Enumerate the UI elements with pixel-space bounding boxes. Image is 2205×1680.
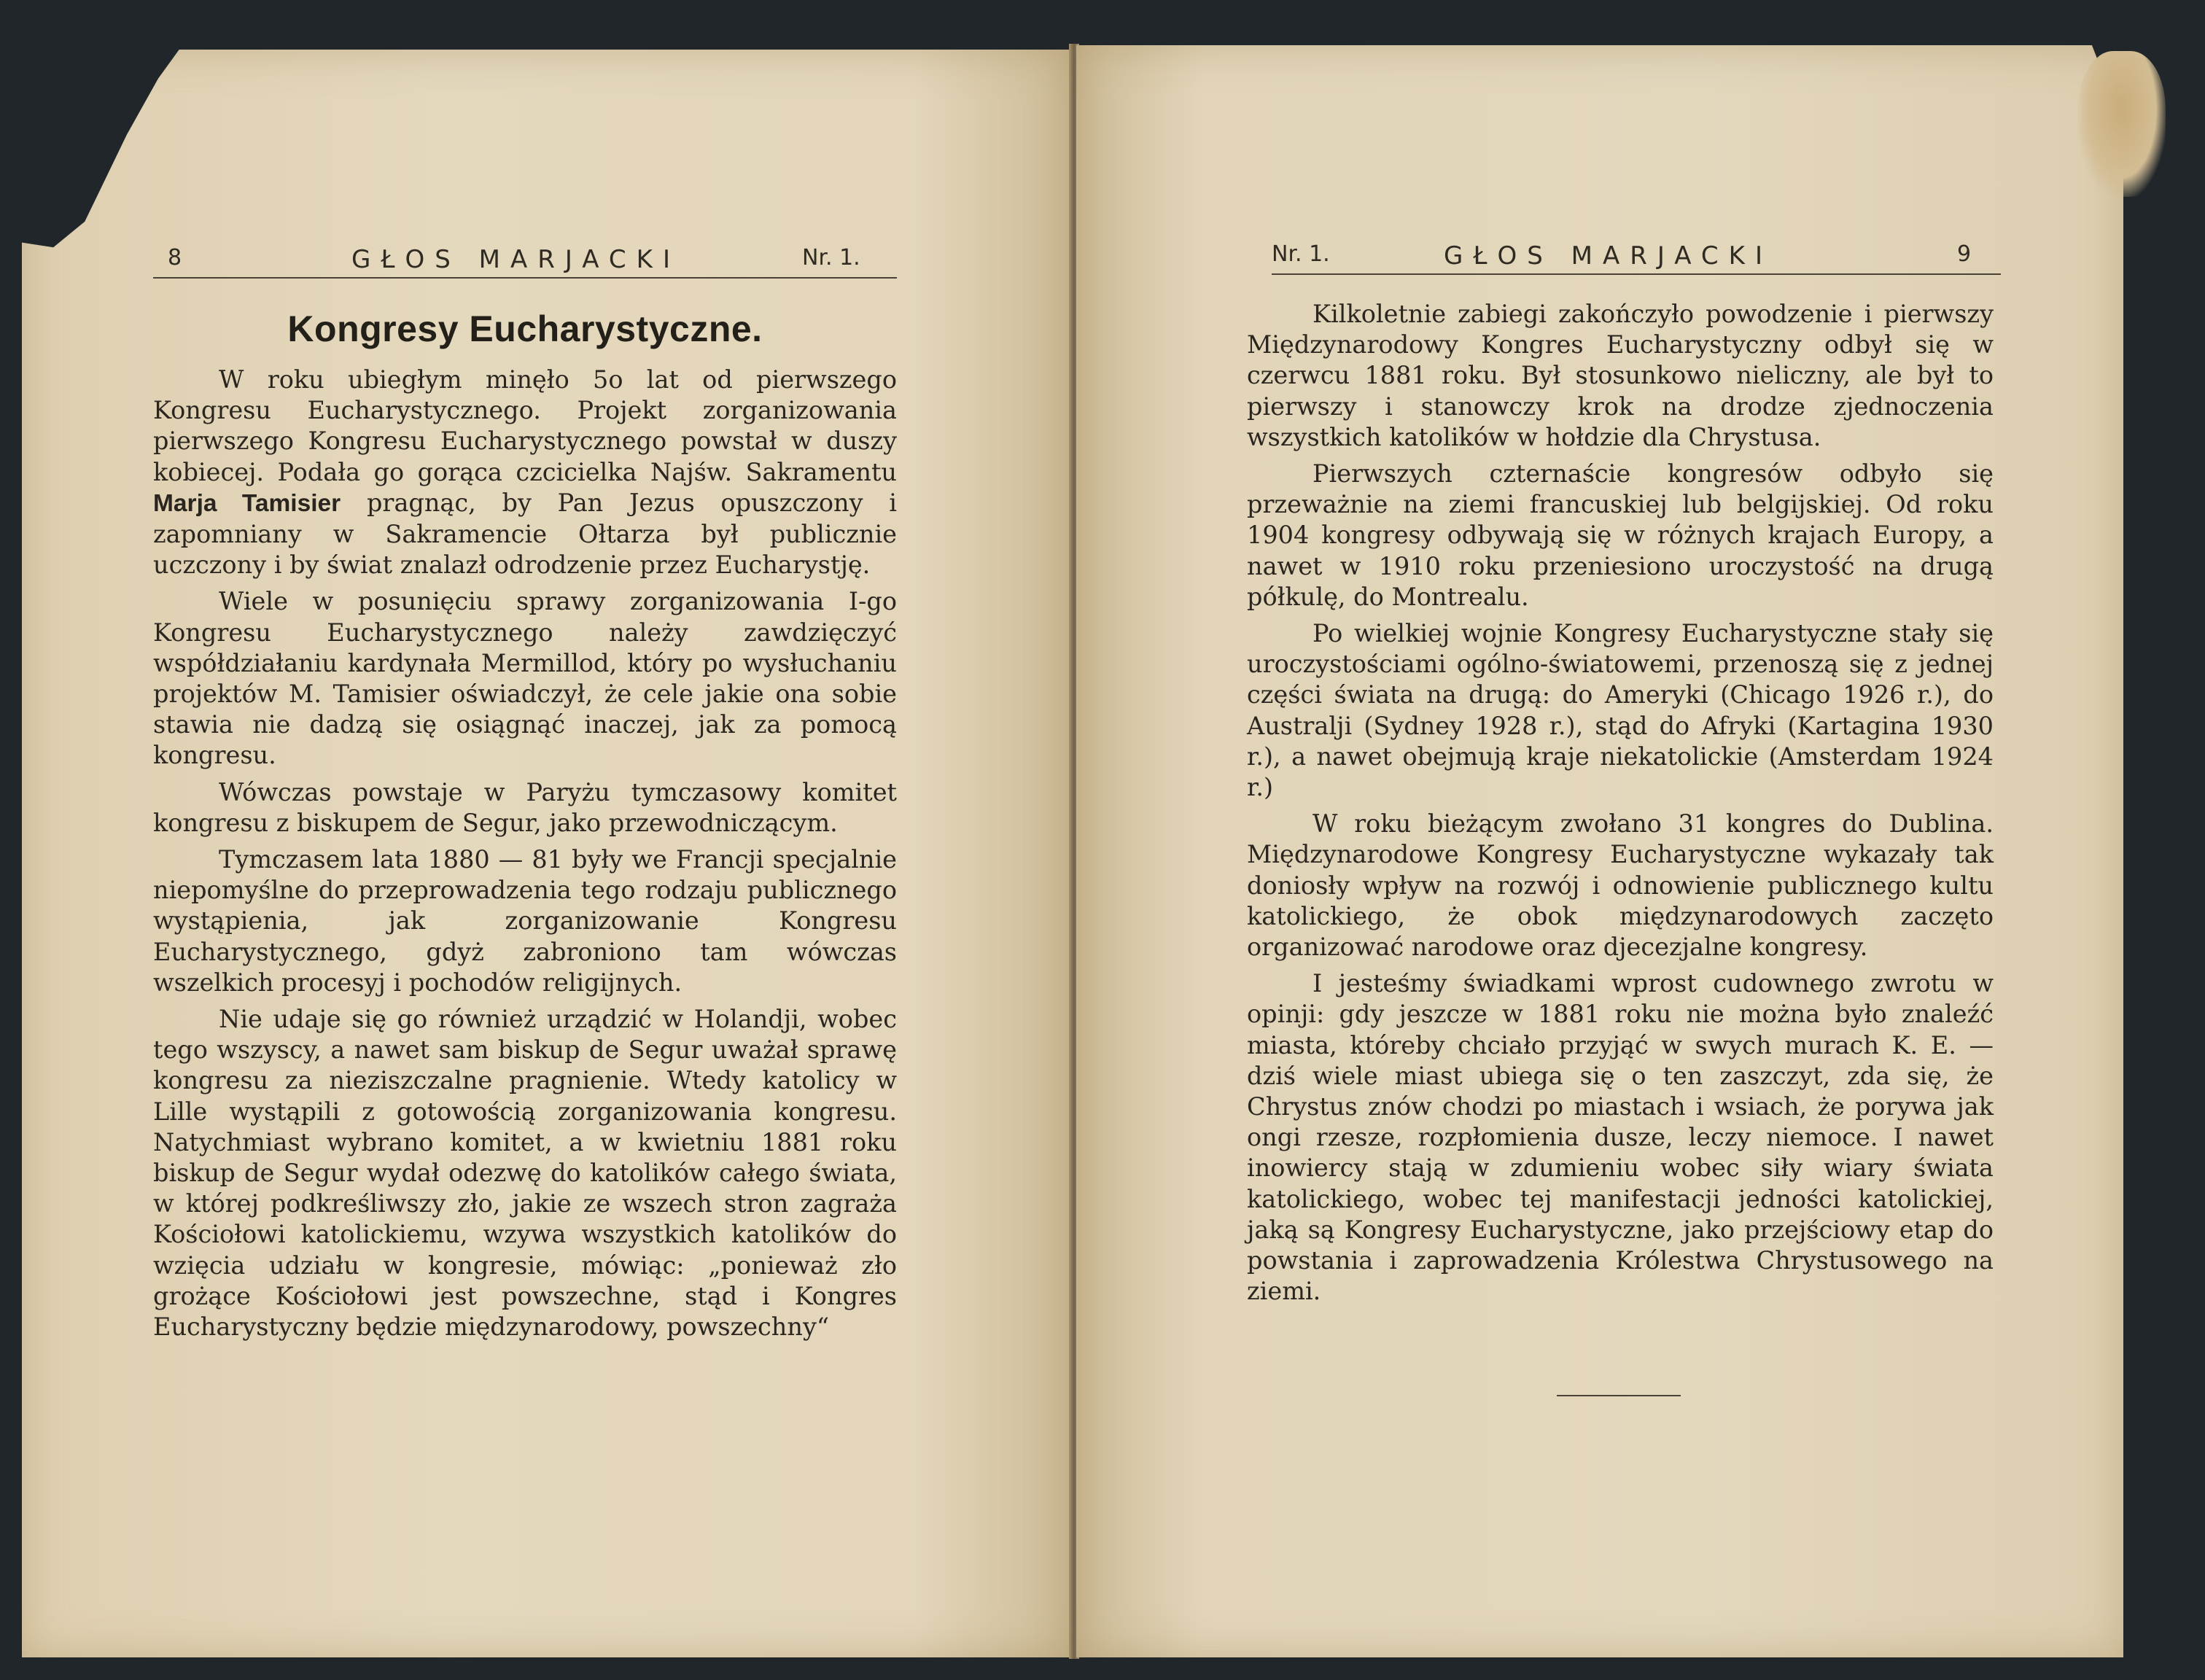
paragraph: Kilkoletnie zabiegi zakończyło powodzenie i pierwszy Międzynarodowy Kongres Eucharystyczny odbył się w czerwcu 1881 roku. Był stosunkowo nieliczny, ale był to pierwszy i stanowczy krok na drodze zjednoczenia wszystkich katolików w hołdzie dla Chrystusa. <box>1247 300 1994 451</box>
right-journal-title: GŁOS MARJACKI <box>1444 241 1773 271</box>
paragraph: Nie udaje się go również urządzić w Holandji, wobec tego wszyscy, a nawet sam biskup de Segur uważał sprawę kongresu za nieziszczalne pragnienie. Wtedy katolicy w Lille wystąpili z gotowością zorganizowania kongresu. Natychmiast wybrano komitet, a w kwietniu 1881 roku biskup de Segur wydał odezwę do katolików całego świata, w której podkreśliwszy zło, jakie ze wszech stron zagraża Kościołowi katolickiemu, wzywa wszystkich katolików do wzięcia udziału w kongresie, mówiąc: „ponieważ zło grożące Kościołowi jest powszechne, stąd i Kongres Eucharystyczny będzie międzynarodowy, powszechny“ <box>153 1005 897 1342</box>
left-page-number: 8 <box>168 245 182 271</box>
paper-stain <box>2078 51 2166 197</box>
paragraph-text: pragnąc, by Pan Jezus opuszczony i zapomniany w Sakramencie Ołtarza był publicznie uczczony i by świat znalazł odrodzenie przez Eucharystję. <box>153 488 897 580</box>
paragraph-text: W roku ubiegłym minęło 5o lat od pierwszego Kongresu Eucharystycznego. Projekt zorganizowania pierwszego Kongresu Eucharystycznego powstał w duszy kobiecej. Podała go gorąca czcicielka Najśw. Sakramentu <box>153 365 897 486</box>
paragraph: Po wielkiej wojnie Kongresy Eucharystyczne stały się uroczystościami ogólno-światowemi, przenoszą się z jednej części świata na drugą: do Ameryki (Chicago 1926 r.), do Australji (Sydney 1928 r.), stąd do Afryki (Kartagina 1930 r.), a nawet obejmują kraje niekatolickie (Amsterdam 1924 r.) <box>1247 619 1994 802</box>
end-of-article-rule <box>1557 1395 1681 1396</box>
right-text-column <box>1247 299 1994 1313</box>
right-running-head <box>1272 237 2001 275</box>
paragraph: W roku bieżącym zwołano 31 kongres do Dublina. Międzynarodowe Kongresy Eucharystyczne wykazały tak doniosły wpływ na rozwój i odnowienie publicznego kultu katolickiego, że obok międzynarodowych zaczęto organizować narodowe oraz djecezjalne kongresy. <box>1247 809 1994 962</box>
paragraph: Tymczasem lata 1880 — 81 były we Francji specjalnie niepomyślne do przeprowadzenia tego rodzaju publicznego wystąpienia, jak zorganizowanie Kongresu Eucharystycznego, gdyż zabroniono tam wówczas wszelkich procesyj i pochodów religijnych. <box>153 845 897 997</box>
right-issue-number: Nr. 1. <box>1272 241 1330 267</box>
paragraph <box>153 365 897 580</box>
bold-name: Marja Tamisier <box>153 489 341 517</box>
paragraph: Pierwszych czternaście kongresów odbyło się przeważnie na ziemi francuskiej lub belgijskiej. Od roku 1904 kongresy odbywają się w różnych krajach Europy, a nawet w 1910 roku przeniesiono uroczystość na drugą półkulę, do Montrealu. <box>1247 459 1994 611</box>
left-journal-title: GŁOS MARJACKI <box>351 245 680 274</box>
left-text-column <box>153 365 897 1348</box>
paragraph: Wówczas powstaje w Paryżu tymczasowy komitet kongresu z biskupem de Segur, jako przewodniczącym. <box>153 777 897 837</box>
left-issue-number: Nr. 1. <box>802 245 860 271</box>
left-running-head <box>153 241 897 279</box>
right-page-number: 9 <box>1957 241 1972 267</box>
paragraph: Wiele w posunięciu sprawy zorganizowania I-go Kongresu Eucharystycznego należy zawdzięczyć współdziałaniu kardynała Mermillod, który po wysłuchaniu projektów M. Tamisier oświadczył, że cele jakie ona sobie stawia nie dadzą się osiągnąć inaczej, jak za pomocą kongresu. <box>153 587 897 770</box>
paragraph: I jesteśmy świadkami wprost cudownego zwrotu w opinji: gdy jeszcze w 1881 roku nie można było znaleźć miasta, któreby chciało przyjąć w swych murach K. E. — dziś wiele miast ubiega się o ten zaszczyt, zda się, że Chrystus znów chodzi po miastach i wsiach, że porywa jak ongi rzesze, rozpłomienia dusze, leczy niemoce. I nawet inowiercy stają w zdumieniu wobec siły wiary świata katolickiego, wobec tej manifestacji jedności katolickiej, jaką są Kongresy Eucharystyczne, jako przejściowy etap do powstania i zaprowadzenia Królestwa Chrystusowego na ziemi. <box>1247 969 1994 1306</box>
article-title: Kongresy Eucharystyczne. <box>287 308 763 349</box>
